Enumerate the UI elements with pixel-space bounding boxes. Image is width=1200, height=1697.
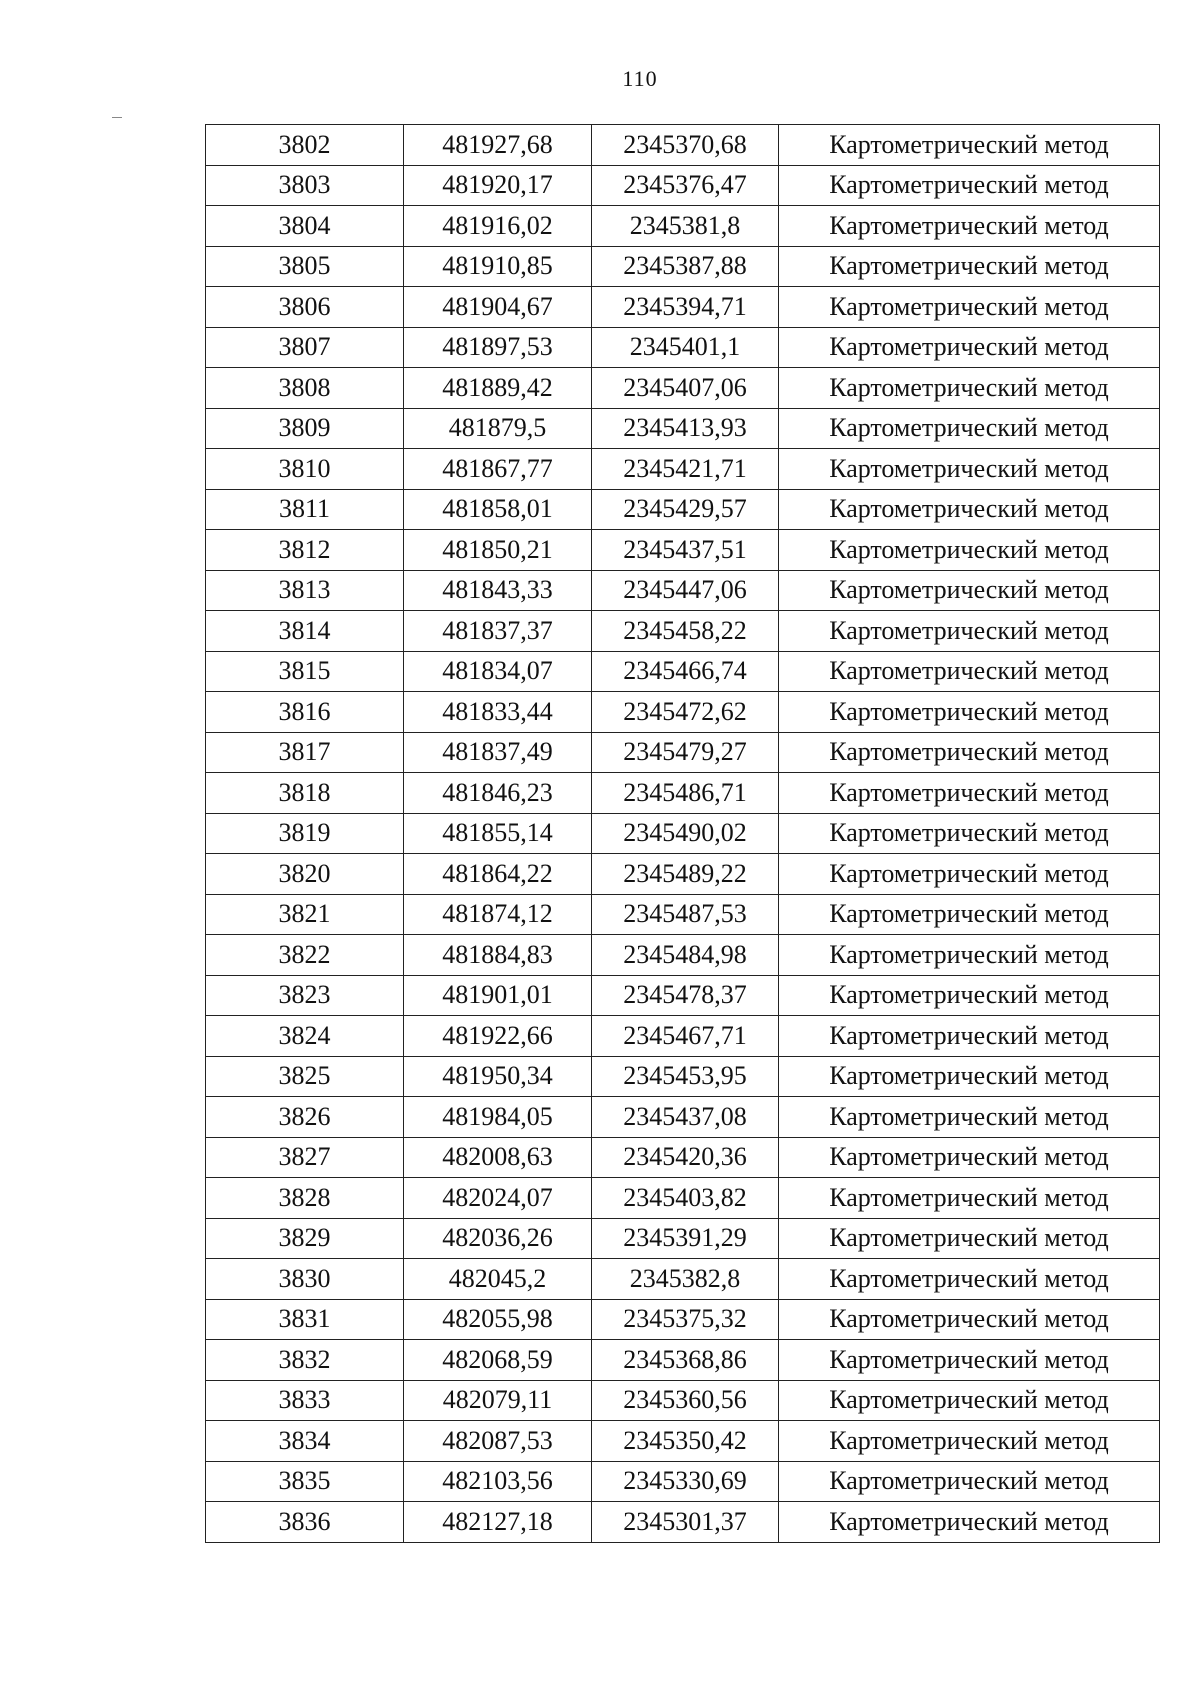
y-coordinate-cell: 2345429,57	[592, 489, 779, 530]
method-cell: Картометрический метод	[779, 327, 1160, 368]
x-coordinate-cell: 481858,01	[404, 489, 592, 530]
point-number-cell: 3814	[206, 611, 404, 652]
table-row	[206, 894, 1160, 935]
method-cell: Картометрический метод	[779, 1259, 1160, 1300]
method-cell: Картометрический метод	[779, 206, 1160, 247]
method-cell: Картометрический метод	[779, 1461, 1160, 1502]
table-row	[206, 206, 1160, 247]
x-coordinate-cell: 481927,68	[404, 125, 592, 166]
method-cell: Картометрический метод	[779, 449, 1160, 490]
point-number-cell: 3827	[206, 1137, 404, 1178]
method-cell: Картометрический метод	[779, 246, 1160, 287]
y-coordinate-cell: 2345403,82	[592, 1178, 779, 1219]
y-coordinate-cell: 2345489,22	[592, 854, 779, 895]
method-cell: Картометрический метод	[779, 1178, 1160, 1219]
table-row	[206, 1137, 1160, 1178]
point-number-cell: 3823	[206, 975, 404, 1016]
method-cell: Картометрический метод	[779, 570, 1160, 611]
table-row	[206, 1097, 1160, 1138]
y-coordinate-cell: 2345486,71	[592, 773, 779, 814]
y-coordinate-cell: 2345479,27	[592, 732, 779, 773]
x-coordinate-cell: 481901,01	[404, 975, 592, 1016]
method-cell: Картометрический метод	[779, 894, 1160, 935]
table-row	[206, 1218, 1160, 1259]
point-number-cell: 3822	[206, 935, 404, 976]
x-coordinate-cell: 482103,56	[404, 1461, 592, 1502]
table-row	[206, 327, 1160, 368]
x-coordinate-cell: 482087,53	[404, 1421, 592, 1462]
table-row	[206, 408, 1160, 449]
method-cell: Картометрический метод	[779, 813, 1160, 854]
x-coordinate-cell: 481833,44	[404, 692, 592, 733]
table-row	[206, 368, 1160, 409]
x-coordinate-cell: 482036,26	[404, 1218, 592, 1259]
point-number-cell: 3809	[206, 408, 404, 449]
y-coordinate-cell: 2345407,06	[592, 368, 779, 409]
point-number-cell: 3820	[206, 854, 404, 895]
x-coordinate-cell: 481855,14	[404, 813, 592, 854]
point-number-cell: 3806	[206, 287, 404, 328]
method-cell: Картометрический метод	[779, 1056, 1160, 1097]
table-row	[206, 813, 1160, 854]
table-row	[206, 125, 1160, 166]
table-row	[206, 489, 1160, 530]
point-number-cell: 3803	[206, 165, 404, 206]
method-cell: Картометрический метод	[779, 773, 1160, 814]
point-number-cell: 3829	[206, 1218, 404, 1259]
method-cell: Картометрический метод	[779, 935, 1160, 976]
method-cell: Картометрический метод	[779, 692, 1160, 733]
method-cell: Картометрический метод	[779, 368, 1160, 409]
point-number-cell: 3836	[206, 1502, 404, 1543]
x-coordinate-cell: 481874,12	[404, 894, 592, 935]
method-cell: Картометрический метод	[779, 1097, 1160, 1138]
point-number-cell: 3811	[206, 489, 404, 530]
y-coordinate-cell: 2345478,37	[592, 975, 779, 1016]
y-coordinate-cell: 2345453,95	[592, 1056, 779, 1097]
x-coordinate-cell: 481834,07	[404, 651, 592, 692]
table-row	[206, 1056, 1160, 1097]
table-row	[206, 1421, 1160, 1462]
table-row	[206, 1461, 1160, 1502]
point-number-cell: 3816	[206, 692, 404, 733]
point-number-cell: 3821	[206, 894, 404, 935]
x-coordinate-cell: 481837,37	[404, 611, 592, 652]
y-coordinate-cell: 2345420,36	[592, 1137, 779, 1178]
table-row	[206, 854, 1160, 895]
point-number-cell: 3834	[206, 1421, 404, 1462]
y-coordinate-cell: 2345466,74	[592, 651, 779, 692]
point-number-cell: 3824	[206, 1016, 404, 1057]
method-cell: Картометрический метод	[779, 165, 1160, 206]
y-coordinate-cell: 2345472,62	[592, 692, 779, 733]
method-cell: Картометрический метод	[779, 287, 1160, 328]
y-coordinate-cell: 2345487,53	[592, 894, 779, 935]
y-coordinate-cell: 2345391,29	[592, 1218, 779, 1259]
x-coordinate-cell: 481837,49	[404, 732, 592, 773]
x-coordinate-cell: 481867,77	[404, 449, 592, 490]
y-coordinate-cell: 2345467,71	[592, 1016, 779, 1057]
point-number-cell: 3832	[206, 1340, 404, 1381]
x-coordinate-cell: 481916,02	[404, 206, 592, 247]
method-cell: Картометрический метод	[779, 975, 1160, 1016]
x-coordinate-cell: 481897,53	[404, 327, 592, 368]
method-cell: Картометрический метод	[779, 1299, 1160, 1340]
x-coordinate-cell: 481904,67	[404, 287, 592, 328]
table-row	[206, 651, 1160, 692]
x-coordinate-cell: 481922,66	[404, 1016, 592, 1057]
coordinates-table	[205, 124, 1160, 1543]
table-row	[206, 1502, 1160, 1543]
x-coordinate-cell: 482068,59	[404, 1340, 592, 1381]
point-number-cell: 3831	[206, 1299, 404, 1340]
y-coordinate-cell: 2345394,71	[592, 287, 779, 328]
y-coordinate-cell: 2345376,47	[592, 165, 779, 206]
y-coordinate-cell: 2345484,98	[592, 935, 779, 976]
table-row	[206, 246, 1160, 287]
y-coordinate-cell: 2345381,8	[592, 206, 779, 247]
x-coordinate-cell: 481950,34	[404, 1056, 592, 1097]
x-coordinate-cell: 481920,17	[404, 165, 592, 206]
method-cell: Картометрический метод	[779, 125, 1160, 166]
method-cell: Картометрический метод	[779, 530, 1160, 571]
table-row	[206, 1016, 1160, 1057]
method-cell: Картометрический метод	[779, 1502, 1160, 1543]
table-row	[206, 975, 1160, 1016]
x-coordinate-cell: 481843,33	[404, 570, 592, 611]
method-cell: Картометрический метод	[779, 1340, 1160, 1381]
point-number-cell: 3817	[206, 732, 404, 773]
point-number-cell: 3804	[206, 206, 404, 247]
table-row	[206, 1380, 1160, 1421]
table-row	[206, 570, 1160, 611]
table-row	[206, 530, 1160, 571]
y-coordinate-cell: 2345330,69	[592, 1461, 779, 1502]
table-row	[206, 935, 1160, 976]
y-coordinate-cell: 2345490,02	[592, 813, 779, 854]
page-number: 110	[622, 66, 658, 91]
point-number-cell: 3833	[206, 1380, 404, 1421]
point-number-cell: 3812	[206, 530, 404, 571]
table-row	[206, 165, 1160, 206]
method-cell: Картометрический метод	[779, 651, 1160, 692]
table-row	[206, 732, 1160, 773]
coordinates-table-body	[206, 125, 1160, 1543]
table-row	[206, 449, 1160, 490]
y-coordinate-cell: 2345437,51	[592, 530, 779, 571]
y-coordinate-cell: 2345421,71	[592, 449, 779, 490]
x-coordinate-cell: 481984,05	[404, 1097, 592, 1138]
x-coordinate-cell: 481850,21	[404, 530, 592, 571]
scan-mark	[112, 117, 122, 118]
table-row	[206, 287, 1160, 328]
x-coordinate-cell: 481910,85	[404, 246, 592, 287]
point-number-cell: 3815	[206, 651, 404, 692]
point-number-cell: 3810	[206, 449, 404, 490]
y-coordinate-cell: 2345360,56	[592, 1380, 779, 1421]
point-number-cell: 3826	[206, 1097, 404, 1138]
point-number-cell: 3807	[206, 327, 404, 368]
point-number-cell: 3825	[206, 1056, 404, 1097]
table-row	[206, 1340, 1160, 1381]
table-row	[206, 611, 1160, 652]
y-coordinate-cell: 2345370,68	[592, 125, 779, 166]
method-cell: Картометрический метод	[779, 854, 1160, 895]
method-cell: Картометрический метод	[779, 1137, 1160, 1178]
point-number-cell: 3830	[206, 1259, 404, 1300]
point-number-cell: 3818	[206, 773, 404, 814]
x-coordinate-cell: 482008,63	[404, 1137, 592, 1178]
table-row	[206, 773, 1160, 814]
y-coordinate-cell: 2345387,88	[592, 246, 779, 287]
x-coordinate-cell: 482045,2	[404, 1259, 592, 1300]
method-cell: Картометрический метод	[779, 1421, 1160, 1462]
y-coordinate-cell: 2345368,86	[592, 1340, 779, 1381]
table-row	[206, 1299, 1160, 1340]
table-row	[206, 692, 1160, 733]
method-cell: Картометрический метод	[779, 1218, 1160, 1259]
method-cell: Картометрический метод	[779, 611, 1160, 652]
table-row	[206, 1178, 1160, 1219]
point-number-cell: 3808	[206, 368, 404, 409]
x-coordinate-cell: 481889,42	[404, 368, 592, 409]
table-row	[206, 1259, 1160, 1300]
method-cell: Картометрический метод	[779, 1380, 1160, 1421]
method-cell: Картометрический метод	[779, 1016, 1160, 1057]
x-coordinate-cell: 481864,22	[404, 854, 592, 895]
x-coordinate-cell: 482079,11	[404, 1380, 592, 1421]
point-number-cell: 3813	[206, 570, 404, 611]
y-coordinate-cell: 2345382,8	[592, 1259, 779, 1300]
y-coordinate-cell: 2345458,22	[592, 611, 779, 652]
point-number-cell: 3835	[206, 1461, 404, 1502]
point-number-cell: 3805	[206, 246, 404, 287]
x-coordinate-cell: 482055,98	[404, 1299, 592, 1340]
point-number-cell: 3828	[206, 1178, 404, 1219]
method-cell: Картометрический метод	[779, 732, 1160, 773]
y-coordinate-cell: 2345413,93	[592, 408, 779, 449]
method-cell: Картометрический метод	[779, 489, 1160, 530]
y-coordinate-cell: 2345437,08	[592, 1097, 779, 1138]
y-coordinate-cell: 2345350,42	[592, 1421, 779, 1462]
y-coordinate-cell: 2345375,32	[592, 1299, 779, 1340]
y-coordinate-cell: 2345447,06	[592, 570, 779, 611]
y-coordinate-cell: 2345301,37	[592, 1502, 779, 1543]
method-cell: Картометрический метод	[779, 408, 1160, 449]
x-coordinate-cell: 481846,23	[404, 773, 592, 814]
x-coordinate-cell: 481879,5	[404, 408, 592, 449]
x-coordinate-cell: 482127,18	[404, 1502, 592, 1543]
y-coordinate-cell: 2345401,1	[592, 327, 779, 368]
x-coordinate-cell: 481884,83	[404, 935, 592, 976]
point-number-cell: 3819	[206, 813, 404, 854]
point-number-cell: 3802	[206, 125, 404, 166]
x-coordinate-cell: 482024,07	[404, 1178, 592, 1219]
